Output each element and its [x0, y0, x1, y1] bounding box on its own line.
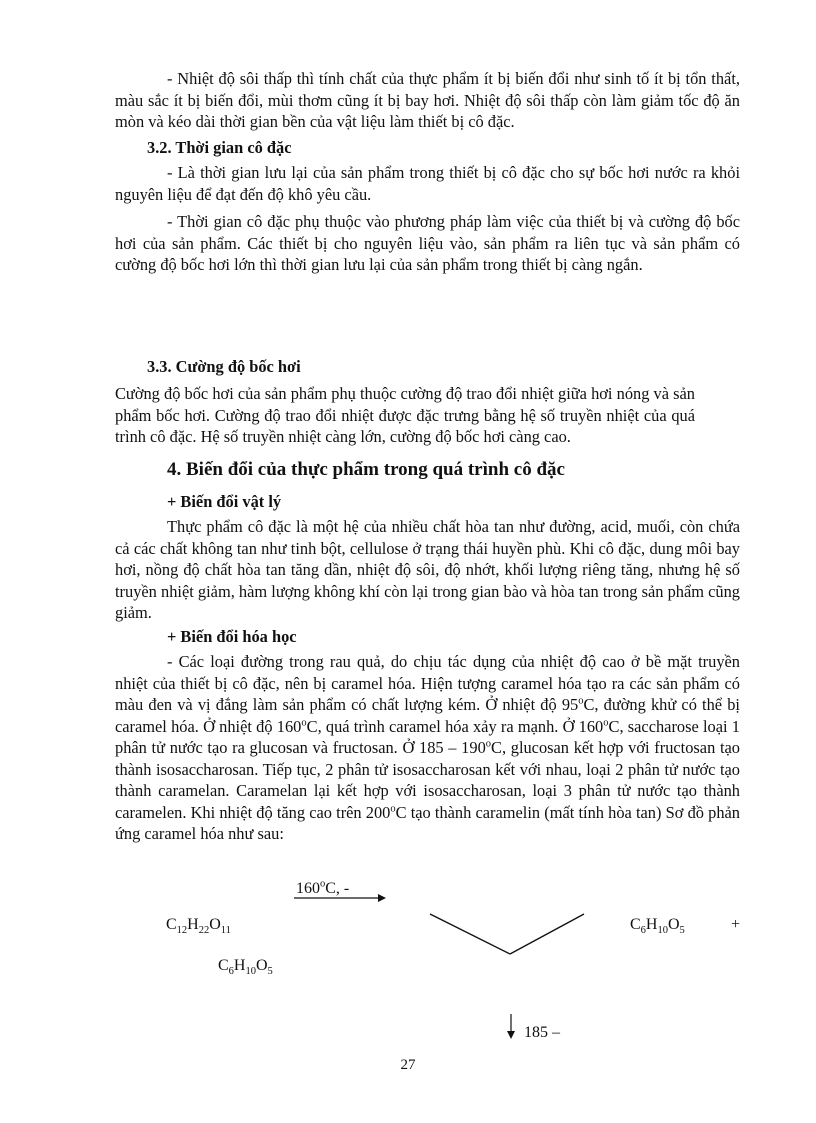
branch-lines [428, 910, 588, 958]
element-c: C [218, 957, 229, 974]
degree-sup: o [301, 717, 307, 729]
text-run: C, glucosan kết hợp với fructosan tạo thành isosaccharosan. Tiếp tục, 2 phân tử isosaccharosan kết với nhau, loại 2 phân tử nước tạo thành caramelan. Caramelan lại kết hợp với isosaccharosan, loại 3 phân tử nước tạo thành caramelen. Khi nhiệt độ tăng cao trên 200 [115, 738, 740, 822]
paragraph-text: - Là thời gian lưu lại của sản phẩm trong thiết bị cô đặc cho sự bốc hơi nước ra khỏi nguyên liệu để đạt đến độ khô yêu cầu. [115, 163, 740, 204]
arrow1-suffix: C, - [325, 880, 350, 897]
subscript: 5 [679, 925, 685, 937]
element-c: C [166, 916, 177, 933]
subscript: 12 [176, 925, 188, 937]
text-run: C, quá trình caramel hóa xảy ra mạnh. Ở 160 [306, 716, 604, 736]
paragraph-evaporation-intensity: Cường độ bốc hơi của sản phẩm phụ thuộc cường độ trao đổi nhiệt giữa hơi nóng và sản phẩm bốc hơi. Cường độ trao đổi nhiệt được đặc trưng bằng hệ số truyền nhiệt của quá trình cô đặc. Hệ số truyền nhiệt càng lớn, cường độ bốc hơi càng cao. [115, 384, 695, 446]
subscript: 10 [245, 966, 256, 978]
degree-sup: o [578, 695, 584, 707]
degree-sup: o [485, 738, 492, 750]
element-o: O [255, 957, 268, 974]
element-o: O [209, 916, 221, 933]
subscript: 6 [640, 925, 646, 937]
element-h: H [645, 916, 658, 933]
element-c: C [630, 916, 641, 933]
paragraph-text [115, 651, 740, 845]
page-number: 27 [400, 1057, 416, 1073]
paragraph-physical-change [115, 516, 740, 624]
text-run: C tạo thành caramelin (mất tính hòa tan) Sơ đồ phản ứng caramel hóa như sau: [115, 802, 740, 843]
arrow2-label: 185 – [524, 1024, 560, 1041]
element-o: O [667, 916, 680, 933]
reactant-sucrose [166, 914, 231, 936]
degree-sup: o [603, 717, 609, 729]
plus-sign: + [731, 916, 741, 933]
reaction-arrow-down [505, 1014, 517, 1040]
paragraph-concentration-time-depends [115, 211, 740, 276]
product-fructosan [218, 955, 273, 977]
paragraph-text: Thực phẩm cô đặc là một hệ của nhiều chất hòa tan như đường, acid, muối, còn chứa cả các chất không tan như tinh bột, cellulose ở trạng thái huyền phù. Khi cô đặc, dung môi bay hơi, nồng độ chất hòa tan tăng dần, nhiệt độ sôi, độ nhớt, khối lượng riêng tăng, nhưng hệ số truyền nhiệt giảm, hàm lượng không khí còn lại trong gian bào và hòa tan trong sản phẩm cũng giảm. [115, 517, 740, 622]
element-h: H [187, 916, 199, 933]
degree-sup: o [390, 803, 396, 815]
paragraph-text: - Nhiệt độ sôi thấp thì tính chất của thực phẩm ít bị biến đổi như sinh tố ít bị tổn thất, màu sắc ít bị biến đổi, mùi thơm cũng ít bị bay hơi. Nhiệt độ sôi thấp còn làm giảm tốc độ ăn mòn và kéo dài thời gian bền của vật liệu làm thiết bị cô đặc. [115, 69, 740, 131]
text-run: C, saccharose loại 1 phân tử nước tạo ra glucosan và fructosan. Ở 185 – 190 [115, 716, 741, 757]
heading-3-2: 3.2. Thời gian cô đặc [147, 138, 292, 157]
heading-3-3: 3.3. Cường độ bốc hơi [147, 357, 301, 376]
paragraph-text: - Thời gian cô đặc phụ thuộc vào phương pháp làm việc của thiết bị và cường độ bốc hơi của sản phẩm. Các thiết bị cho nguyên liệu vào, sản phẩm ra liên tục và sản phẩm có cường độ bốc hơi lớn thì thời gian lưu lại của sản phẩm trong thiết bị càng ngắn. [115, 212, 740, 274]
subscript: 10 [657, 925, 668, 937]
subscript: 11 [220, 925, 231, 937]
heading-4: 4. Biến đổi của thực phẩm trong quá trình cô đặc [167, 459, 565, 480]
arrow1-temp: 160 [296, 880, 320, 897]
product-glucosan [630, 914, 685, 936]
heading-physical-change: + Biến đổi vật lý [167, 492, 282, 511]
paragraph-chemical-change [115, 651, 741, 845]
paragraph-concentration-time-def [115, 162, 740, 205]
heading-chemical-change: + Biến đổi hóa học [167, 627, 297, 646]
subscript: 6 [228, 966, 234, 978]
subscript: 5 [267, 966, 273, 978]
degree-sup: o [320, 878, 326, 890]
reaction-arrow-right [294, 892, 386, 904]
element-h: H [233, 957, 246, 974]
paragraph-boiling-point [115, 68, 740, 133]
text-run: - Các loại đường trong rau quả, do chịu tác dụng của nhiệt độ cao ở bề mặt truyền nhiệt của thiết bị cô đặc, nên bị caramel hóa. Hiện tượng caramel hóa tạo ra các sản phẩm có màu đen và vị đắng làm sản phẩm có chất lượng kém. Ở nhiệt độ 95 [115, 652, 740, 714]
text-run: C, đường khử có thể bị caramel hóa. Ở nhiệt độ 160 [115, 695, 740, 736]
subscript: 22 [198, 925, 210, 937]
